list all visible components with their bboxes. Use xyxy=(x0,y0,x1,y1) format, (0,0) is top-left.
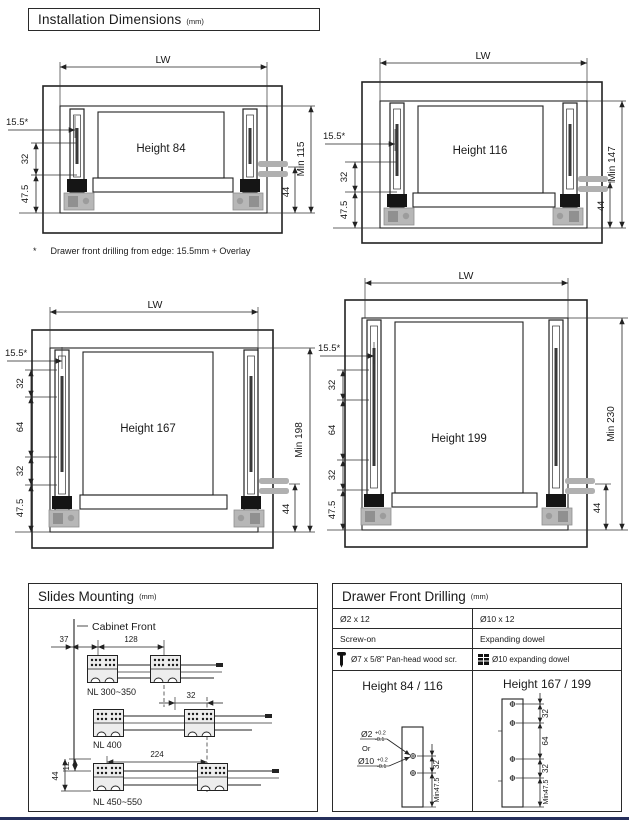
dim-label-min-depth: Min 147 xyxy=(607,146,618,182)
dim-label-44: 44 xyxy=(592,502,603,514)
drawer-cross-section xyxy=(361,320,595,525)
footer-divider-bar xyxy=(0,817,629,820)
height-label: Height 116 xyxy=(452,145,508,157)
dim-label-lw: LW xyxy=(155,54,171,66)
slides-mounting-title-bar xyxy=(29,584,317,609)
tolerance-sub-1: -0.1 xyxy=(375,737,385,743)
drilling-fastener-col2 xyxy=(473,649,621,670)
dim-label-12: 12 xyxy=(62,761,71,771)
drawing-height-167 xyxy=(5,272,318,565)
dim-label-min-47-5: Min47.5 xyxy=(543,779,550,805)
dim-label-47-5: 47.5 xyxy=(20,184,31,204)
height-label: Height 199 xyxy=(431,433,487,445)
drawer-front-drilling-panel xyxy=(332,583,622,812)
dim-label-47-5: 47.5 xyxy=(15,498,26,518)
slide-row-label: NL 450~550 xyxy=(93,797,142,807)
dim-label-min-depth: Min 115 xyxy=(296,141,307,177)
slides-mounting-title: Slides Mounting xyxy=(38,588,135,604)
cabinet-front-label: Cabinet Front xyxy=(92,621,156,633)
dim-label-32: 32 xyxy=(186,691,196,700)
drilling-diagram-cell-left xyxy=(333,671,473,811)
dim-label-44: 44 xyxy=(281,186,292,198)
wood-screw-icon xyxy=(336,651,347,668)
dim-label-44: 44 xyxy=(281,503,292,515)
dim-label-32b: 32 xyxy=(327,469,338,481)
dim-label-44: 44 xyxy=(596,200,607,212)
slide-row-nl300 xyxy=(51,635,223,707)
dim-label-32a: 32 xyxy=(327,379,338,391)
dim-label-32a: 32 xyxy=(541,709,550,718)
dim-label-32: 32 xyxy=(339,171,350,183)
drill-holes xyxy=(510,701,516,781)
hole-dims xyxy=(516,693,550,807)
height-label: Height 84 xyxy=(136,143,186,155)
installation-title-box xyxy=(28,8,320,31)
dim-label-front-offset: 15.5* xyxy=(6,117,29,128)
drawer-cross-section xyxy=(49,350,289,527)
drilling-drawing-167-199 xyxy=(473,691,621,813)
slides-mounting-unit: (mm) xyxy=(139,591,157,601)
drilling-heading-left: Height 84 / 116 xyxy=(362,679,443,693)
drilling-title-bar xyxy=(333,584,621,609)
slide-mechanism-right xyxy=(553,208,583,225)
dim-lw xyxy=(365,270,568,318)
dim-label-lw: LW xyxy=(458,270,474,282)
dim-label-64: 64 xyxy=(541,736,550,746)
tolerance-sup-1: +0.2 xyxy=(375,730,386,737)
fastener-label: Ø7 x 5/8" Pan-head wood scr. xyxy=(351,655,458,664)
dia-label-2: Ø10 xyxy=(358,756,375,766)
drilling-size-col1: Ø2 x 12 xyxy=(333,609,473,628)
slide-mechanism-left xyxy=(49,510,79,527)
dim-label-47-5: 47.5 xyxy=(339,200,350,220)
cabinet-front-callout xyxy=(77,621,156,633)
drawing-height-199 xyxy=(318,250,629,562)
locking-tabs xyxy=(578,176,608,192)
dim-label-front-offset: 15.5* xyxy=(323,131,346,142)
slide-mechanism-left xyxy=(64,193,94,210)
dim-label-32: 32 xyxy=(432,760,441,769)
slide-mechanism-right xyxy=(542,508,572,525)
dim-label-32: 32 xyxy=(20,153,31,165)
drawing-height-116 xyxy=(318,36,629,258)
dim-label-44: 44 xyxy=(51,771,60,781)
tolerance-sub-2: -0.1 xyxy=(377,764,387,770)
dim-label-32b: 32 xyxy=(15,465,26,477)
dim-label-128: 128 xyxy=(124,635,138,644)
or-label: Or xyxy=(362,744,371,753)
slide-row-label: NL 300~350 xyxy=(87,687,136,697)
slides-mounting-drawing xyxy=(29,609,316,810)
dim-lw xyxy=(60,54,267,106)
locking-tabs xyxy=(259,478,289,494)
expanding-dowel-icon xyxy=(477,653,490,666)
dia-label-1: Ø2 xyxy=(361,729,373,739)
drilling-unit: (mm) xyxy=(470,591,489,601)
footnote xyxy=(33,246,353,256)
slide-row-label: NL 400 xyxy=(93,740,122,750)
dims-right xyxy=(267,106,315,213)
drilling-method-col2: Expanding dowel xyxy=(480,633,545,644)
drilling-method-col1: Screw-on xyxy=(333,629,473,648)
drilling-size-col2: Ø10 x 12 xyxy=(480,613,515,624)
dim-label-min-47-5: Min47.5 xyxy=(434,777,441,803)
dims-right xyxy=(568,318,628,530)
installation-title: Installation Dimensions xyxy=(38,12,182,27)
drilling-size-row xyxy=(333,609,621,629)
locking-tabs xyxy=(258,161,288,177)
drawing-height-84 xyxy=(5,36,318,250)
drawer-cross-section xyxy=(384,103,608,225)
slides-mounting-panel xyxy=(28,583,318,812)
dim-label-lw: LW xyxy=(147,299,163,311)
fastener-label: Ø10 expanding dowel xyxy=(492,655,570,664)
dim-label-min-depth: Min 230 xyxy=(606,406,617,442)
drilling-fastener-row xyxy=(333,649,621,671)
slide-mechanism-right xyxy=(233,193,263,210)
footnote-star: * xyxy=(33,246,37,256)
dim-label-front-offset: 15.5* xyxy=(5,348,28,359)
drilling-drawing-84-116 xyxy=(333,697,473,811)
height-label: Height 167 xyxy=(120,423,176,435)
dims-right xyxy=(587,101,626,228)
hole-dims xyxy=(417,744,441,807)
locking-tabs xyxy=(565,478,595,494)
footnote-text: Drawer front drilling from edge: 15.5mm + Overlay xyxy=(50,246,251,256)
installation-title-unit: (mm) xyxy=(186,17,204,26)
tolerance-sup-2: +0.2 xyxy=(377,757,388,764)
drill-holes xyxy=(410,753,416,776)
slide-mechanism-left xyxy=(384,208,414,225)
dim-label-min-depth: Min 198 xyxy=(294,422,305,458)
slide-mechanism-right xyxy=(234,510,264,527)
drilling-title: Drawer Front Drilling xyxy=(342,588,466,604)
dim-lw xyxy=(50,299,258,348)
cabinet-outline xyxy=(43,86,282,233)
dim-label-32b: 32 xyxy=(541,764,550,773)
drilling-diagrams-row xyxy=(333,671,621,811)
dims-right xyxy=(258,348,315,532)
drilling-diagram-cell-right xyxy=(473,671,621,811)
drilling-fastener-col1 xyxy=(333,649,473,670)
drilling-method-row xyxy=(333,629,621,649)
dim-label-front-offset: 15.5* xyxy=(318,343,341,354)
dim-lw xyxy=(380,50,587,101)
dim-label-64: 64 xyxy=(15,421,26,433)
dim-label-32a: 32 xyxy=(15,378,26,389)
dim-label-224: 224 xyxy=(150,750,164,759)
dim-label-lw: LW xyxy=(475,50,491,62)
slide-row-nl450 xyxy=(51,750,279,807)
slide-mechanism-left xyxy=(361,508,391,525)
drilling-heading-right: Height 167 / 199 xyxy=(502,677,592,691)
dim-label-47-5: 47.5 xyxy=(327,500,338,520)
dim-label-64: 64 xyxy=(327,424,338,436)
drawer-cross-section xyxy=(64,109,288,210)
dim-label-37: 37 xyxy=(59,635,69,644)
